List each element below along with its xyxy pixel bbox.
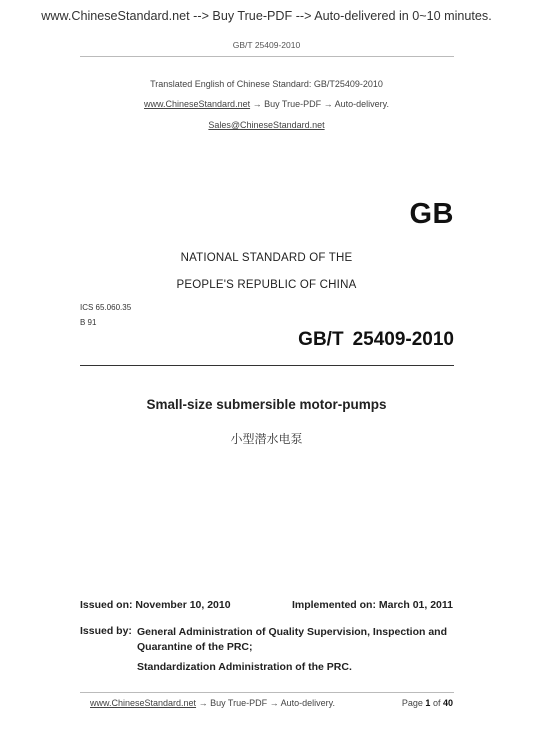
footer-divider <box>80 692 454 693</box>
issued-date: Issued on: November 10, 2010 <box>80 599 231 611</box>
total-pages: 40 <box>442 698 453 708</box>
footer-delivery-line <box>90 698 335 708</box>
running-header: GB/T 25409-2010 <box>232 40 301 50</box>
issuing-organization-2: Standardization Administration of the PRC. <box>137 661 352 673</box>
translation-note: Translated English of Chinese Standard: GB/T25409-2010 <box>150 79 383 89</box>
delivery-text: → Buy True-PDF → Auto-delivery. <box>250 99 389 109</box>
page-label: Page <box>401 698 423 708</box>
delivery-line <box>0 99 533 109</box>
email-line <box>0 120 533 130</box>
page-number: 1 <box>425 698 431 708</box>
ics-code: ICS 65.060.35 <box>80 303 132 312</box>
issued-by-label: Issued by: <box>80 625 132 637</box>
title-english: Small-size submersible motor-pumps <box>146 397 387 412</box>
issuing-organization-1: General Administration of Quality Supervision, Inspection and Quarantine of the PRC; <box>137 626 447 653</box>
footer-delivery-text: → Buy True-PDF → Auto-delivery. <box>196 698 335 708</box>
page-indicator <box>402 698 453 708</box>
footer-website-link[interactable]: www.ChineseStandard.net <box>90 698 197 708</box>
title-chinese: 小型潜水电泵 <box>230 432 303 446</box>
website-link[interactable]: www.ChineseStandard.net <box>144 99 251 109</box>
national-title-line1: NATIONAL STANDARD OF THE <box>180 252 353 264</box>
implemented-date: Implemented on: March 01, 2011 <box>291 599 453 611</box>
gb-mark: GB <box>409 198 454 230</box>
email-link[interactable]: Sales@ChineseStandard.net <box>208 120 325 130</box>
standard-prefix: GB/T <box>298 329 344 350</box>
standard-code: 25409-2010 <box>352 329 454 350</box>
of-label: of <box>432 698 441 708</box>
standard-number <box>298 329 454 351</box>
header-divider <box>80 56 454 57</box>
top-banner: www.ChineseStandard.net --> Buy True-PDF --> Auto-delivered in 0~10 minutes. <box>41 9 492 23</box>
national-title-line2: PEOPLE'S REPUBLIC OF CHINA <box>176 279 357 291</box>
ccs-code: B 91 <box>80 318 97 327</box>
title-divider <box>80 365 454 366</box>
